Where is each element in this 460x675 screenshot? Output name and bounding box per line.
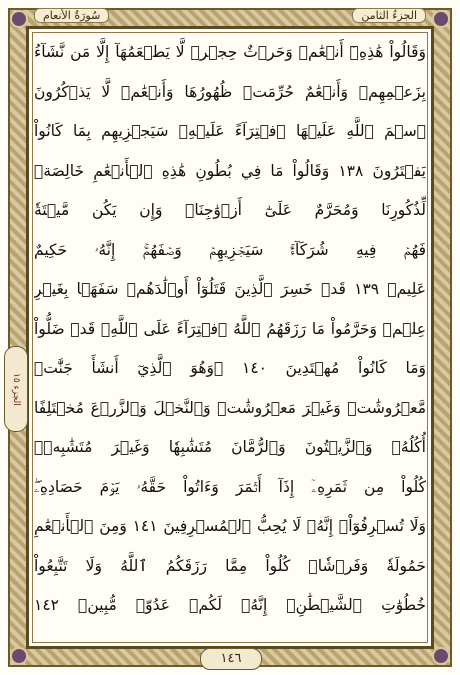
text-line-11: أُكُلُهُۥ وَٱلزَّيۡتُونَ وَٱلرُّمَّانَ مُتَشَٰبِهٗا وَغَيۡرَ مُتَشَٰبِهٖۚ: [34, 438, 426, 456]
quran-text-block: [34, 34, 426, 624]
page-number: ١٤٦: [200, 648, 262, 670]
juz-label: الجزءُ الثامن: [352, 8, 426, 23]
hizb-margin-marker: الجزء ١٥: [4, 346, 28, 432]
text-line-14: حَمُولَةٗ وَفَرۡشٗاۚ كُلُواْ مِمَّا رَزَقَكُمُ ٱللَّهُ وَلَا تَتَّبِعُواْ: [34, 556, 426, 575]
text-line-3: ٱسۡمَ ٱللَّهِ عَلَيۡهَا ٱفۡتِرَآءً عَلَيۡهِۚ سَيَجۡزِيهِم بِمَا كَانُواْ: [34, 122, 426, 140]
corner-ornament-top-right: [432, 10, 450, 28]
text-line-5: لِّذُكُورِنَا وَمُحَرَّمٌ عَلَىٰٓ أَزۡوَٰجِنَاۖ وَإِن يَكُن مَّيۡتَةٗ: [34, 201, 426, 219]
text-line-6: فَهُمۡ فِيهِ شُرَكَآءُۚ سَيَجۡزِيهِمۡ وَصۡفَهُمۡۚ إِنَّهُۥ حَكِيمٌ: [34, 240, 426, 259]
text-line-13: وَلَا تُسۡرِفُوٓاْۚ إِنَّهُۥ لَا يُحِبُّ ٱلۡمُسۡرِفِينَ ١٤١ وَمِنَ ٱلۡأَنۡعَٰمِ: [34, 517, 426, 535]
text-line-2: بِزَعۡمِهِمۡ وَأَنۡعَٰمٌ حُرِّمَتۡ ظُهُورُهَا وَأَنۡعَٰمٞ لَّا يَذۡكُرُونَ: [34, 82, 426, 101]
text-line-10: مَّعۡرُوشَٰتٖ وَغَيۡرَ مَعۡرُوشَٰتٖ وَٱلنَّخۡلَ وَٱلزَّرۡعَ مُخۡتَلِفًا: [34, 398, 426, 417]
text-line-12: كُلُواْ مِن ثَمَرِهِۦٓ إِذَآ أَثۡمَرَ وَءَاتُواْ حَقَّهُۥ يَوۡمَ حَصَادِهِۦۖ: [34, 477, 426, 496]
corner-ornament-bottom-left: [10, 647, 28, 665]
text-line-1: وَقَالُواْ هَٰذِهِۦٓ أَنۡعَٰمٞ وَحَرۡثٌ حِجۡرٞ لَّا يَطۡعَمُهَآ إِلَّا مَن نَّشَآءُ: [34, 43, 426, 61]
text-line-9: وَمَا كَانُواْ مُهۡتَدِينَ ١٤٠ ۞وَهُوَ ٱلَّذِيٓ أَنشَأَ جَنَّٰتٖ: [34, 359, 426, 377]
text-line-7: عَلِيمٞ ١٣٩ قَدۡ خَسِرَ ٱلَّذِينَ قَتَلُوٓاْ أَوۡلَٰدَهُمۡ سَفَهَۢا بِغَيۡرِ: [34, 280, 426, 298]
text-line-4: يَفۡتَرُونَ ١٣٨ وَقَالُواْ مَا فِي بُطُونِ هَٰذِهِ ٱلۡأَنۡعَٰمِ خَالِصَةٞ: [34, 161, 426, 180]
text-line-15: خُطُوَٰتِ ٱلشَّيۡطَٰنِۚ إِنَّهُۥ لَكُمۡ عَدُوّٞ مُّبِينٞ ١٤٢: [34, 596, 426, 614]
text-line-8: عِلۡمٖ وَحَرَّمُواْ مَا رَزَقَهُمُ ٱللَّهُ ٱفۡتِرَآءً عَلَى ٱللَّهِۚ قَدۡ ضَلُّواْ: [34, 319, 426, 338]
page-header: [34, 6, 426, 24]
corner-ornament-bottom-right: [432, 647, 450, 665]
surah-label: سُورَةُ الأنعام: [34, 8, 109, 23]
